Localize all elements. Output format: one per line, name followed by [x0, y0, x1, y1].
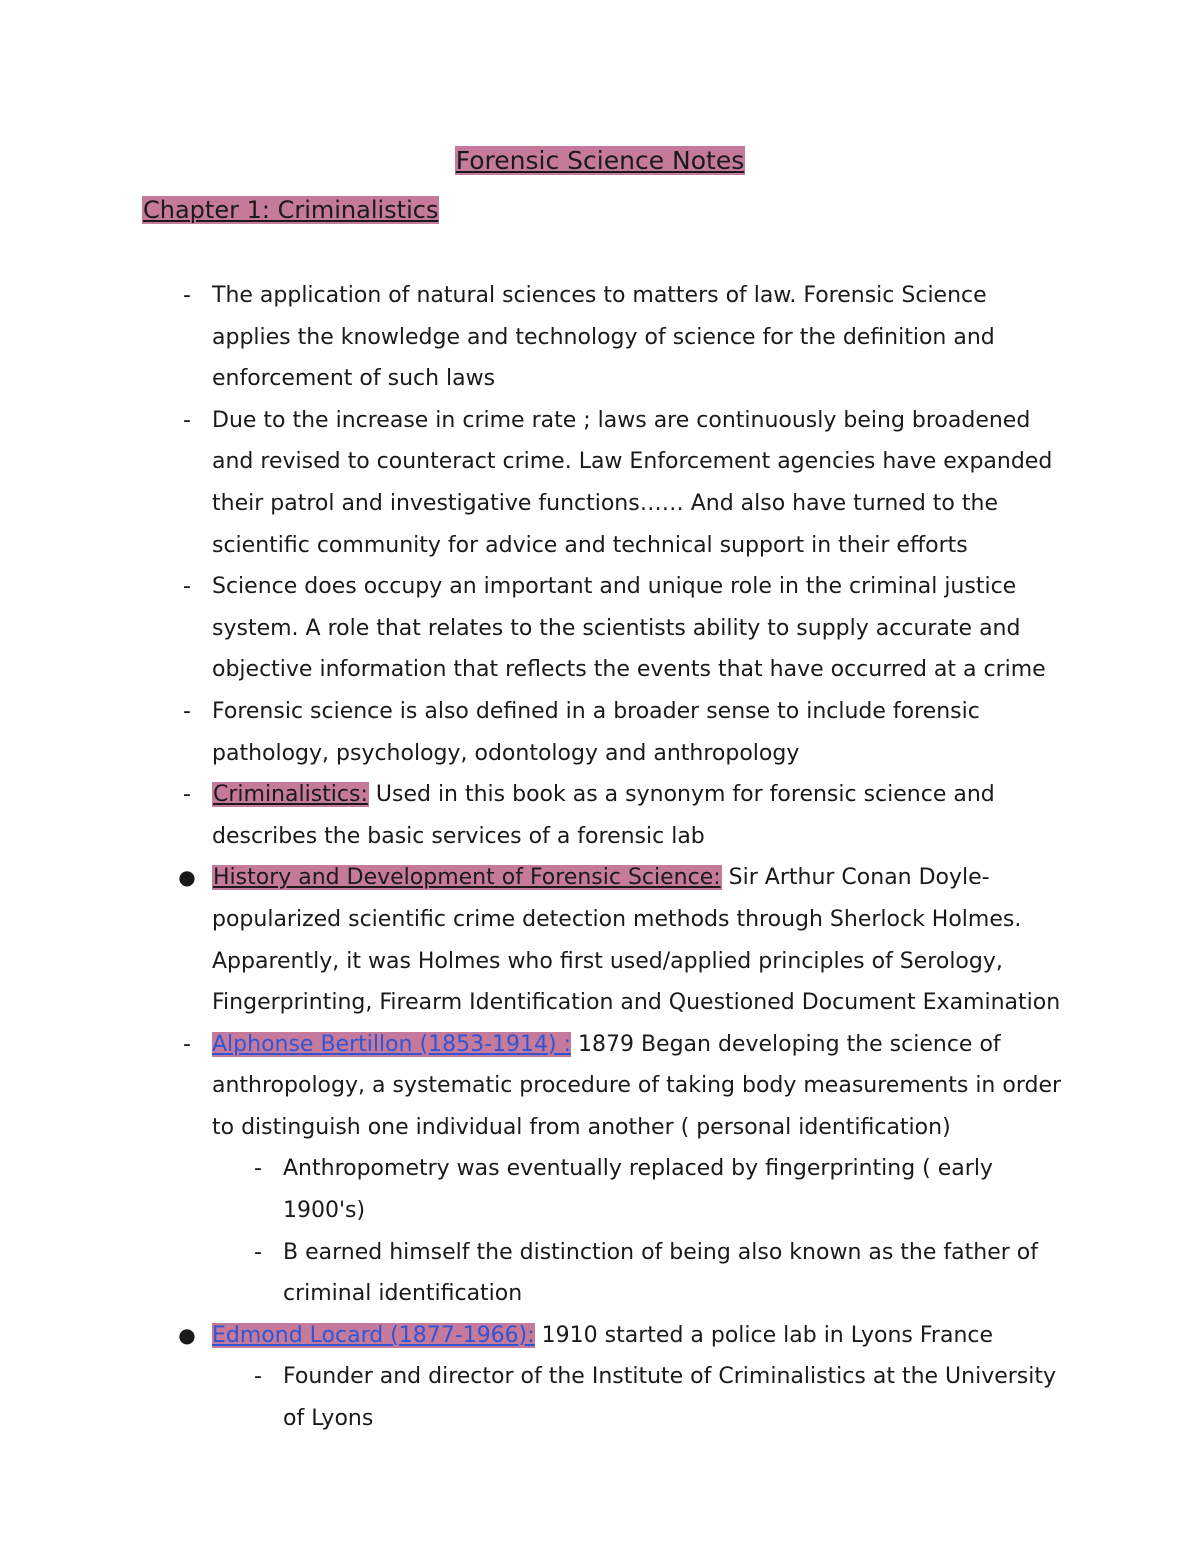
link-bertillon[interactable]: Alphonse Bertillon (1853-1914) :	[212, 1031, 571, 1057]
bullet-marker: ●	[178, 865, 196, 890]
page-title-text: Forensic Science Notes	[455, 146, 745, 175]
bullet-marker: ●	[178, 1322, 196, 1347]
note-item	[0, 566, 1072, 691]
note-text: 1879 Began developing the science of anthropology, a systematic procedure of taking body measurements in order to distinguish one individual from another ( personal identification)	[212, 1031, 1062, 1140]
term-history: History and Development of Forensic Science:	[213, 865, 721, 891]
sub-note-item	[0, 1356, 1072, 1439]
dash-marker: -	[183, 1031, 191, 1057]
note-text: The application of natural sciences to matters of law. Forensic Science applies the knowledge and technology of science for the definition and enforcement of such laws	[212, 283, 995, 392]
note-item	[0, 275, 1072, 400]
sub-note-item	[0, 1148, 1072, 1231]
dash-marker: -	[183, 698, 191, 724]
page-title	[0, 143, 1200, 179]
note-item	[0, 1315, 1072, 1357]
term-criminalistics: Criminalistics:	[213, 782, 368, 808]
note-text: Founder and director of the Institute of Criminalistics at the University of Lyons	[283, 1364, 1057, 1432]
note-text: Due to the increase in crime rate ; laws are continuously being broadened and revised to counteract crime. Law Enforcement agencies have expanded their patrol and investigative functions…… And also have turned to the scientific community for advice and technical support in their efforts	[212, 407, 1053, 558]
dash-marker: -	[254, 1156, 262, 1182]
note-text: Anthropometry was eventually replaced by fingerprinting ( early 1900's)	[283, 1156, 993, 1224]
note-item	[0, 400, 1072, 566]
dash-marker: -	[183, 574, 191, 600]
dash-marker: -	[183, 782, 191, 808]
note-item	[0, 691, 1072, 774]
note-item	[0, 774, 1072, 857]
sub-note-item	[0, 1232, 1072, 1315]
note-text: Sir Arthur Conan Doyle- popularized scientific crime detection methods through Sherlock Holmes. Apparently, it was Holmes who first used/applied principles of Serology, Fingerprinting, Firearm Identification and Questioned Document Examination	[212, 865, 1061, 1016]
dash-marker: -	[254, 1364, 262, 1390]
dash-marker: -	[183, 407, 191, 433]
note-text: Used in this book as a synonym for forensic science and describes the basic services of a forensic lab	[212, 782, 995, 849]
chapter-heading	[142, 192, 439, 228]
link-locard[interactable]: Edmond Locard (1877-1966):	[212, 1322, 535, 1348]
note-text: B earned himself the distinction of being also known as the father of criminal identification	[283, 1239, 1038, 1307]
chapter-heading-text: Chapter 1: Criminalistics	[143, 196, 439, 224]
note-text: 1910 started a police lab in Lyons France	[534, 1322, 994, 1348]
dash-marker: -	[254, 1239, 262, 1265]
note-text: Science does occupy an important and unique role in the criminal justice system. A role that relates to the scientists ability to supply accurate and objective information that reflects the events that have occurred at a crime	[212, 574, 1046, 683]
note-text: Forensic science is also defined in a broader sense to include forensic pathology, psychology, odontology and anthropology	[212, 698, 980, 766]
dash-marker: -	[183, 283, 191, 308]
note-item	[0, 857, 1072, 1023]
notes-list	[0, 275, 1200, 1440]
note-item	[0, 1024, 1072, 1149]
